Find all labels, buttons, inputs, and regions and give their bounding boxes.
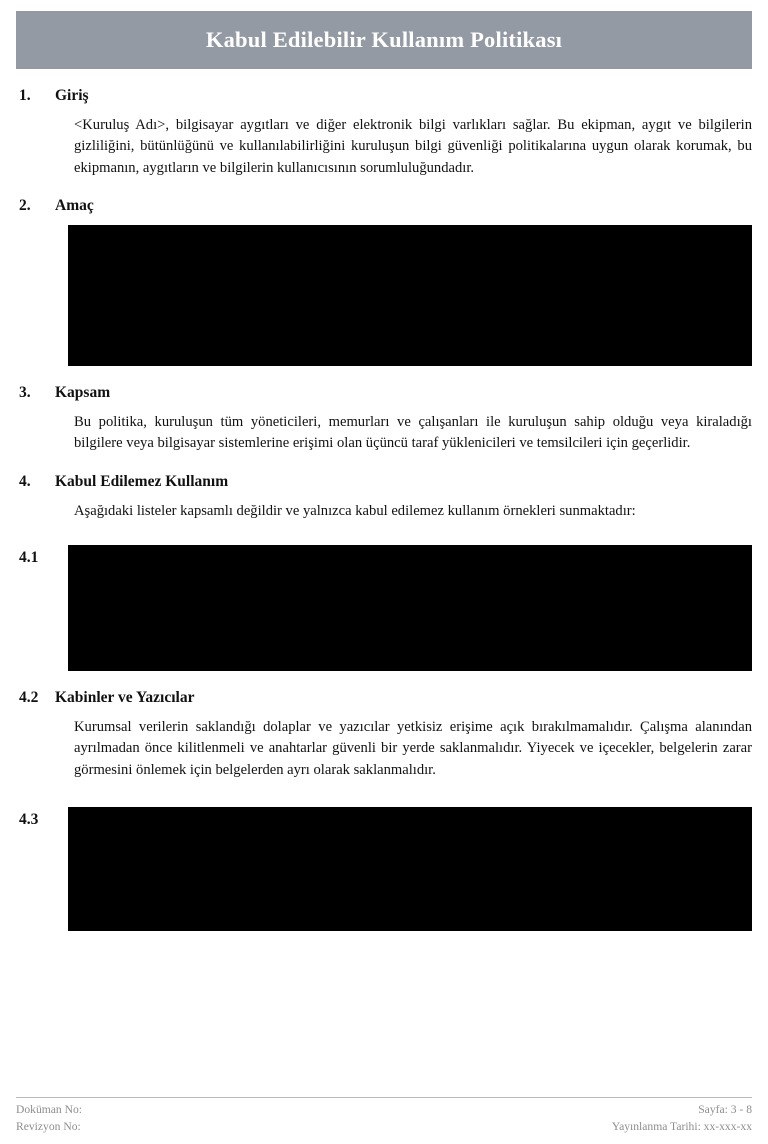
section-3-number: 3.	[19, 383, 31, 401]
subsection-4-3	[0, 807, 768, 931]
footer-document-no-label: Doküman No:	[16, 1103, 83, 1117]
document-body	[0, 86, 768, 931]
section-4	[0, 472, 768, 522]
spacer	[0, 366, 768, 383]
spacer	[0, 781, 768, 807]
subsection-4-2-body: Kurumsal verilerin saklandığı dolaplar ve yazıcılar yetkisiz erişime açık bırakılmamalıdır. Çalışma alanından ayrılmadan önce kilitlenmeli ve anahtarlar güvenli bir yerde saklanmalıdır. Yiyecek ve içecekler, belgelerin zarar görmesini önlemek için belgelerden ayrı olarak saklanmalıdır.	[74, 718, 752, 778]
redacted-block-subsection-4-1	[68, 545, 752, 671]
spacer	[0, 403, 768, 412]
subsection-4-2	[0, 688, 768, 781]
spacer	[0, 106, 768, 115]
footer-publish-date: Yayınlanma Tarihi: xx-xxx-xx	[611, 1120, 752, 1134]
footer-left	[16, 1102, 82, 1136]
section-2	[0, 196, 768, 366]
section-3-title: Kapsam	[55, 383, 111, 401]
subsection-4-3-number: 4.3	[19, 811, 39, 829]
section-1	[0, 86, 768, 179]
footer-revision-no-label: Revizyon No:	[16, 1120, 81, 1134]
section-2-number: 2.	[19, 197, 31, 215]
section-2-title: Amaç	[55, 197, 94, 215]
subsection-4-1-number: 4.1	[19, 548, 39, 566]
section-1-title: Giriş	[55, 87, 89, 104]
spacer	[0, 671, 768, 688]
subsection-4-2-number: 4.2	[19, 688, 39, 706]
section-1-heading	[0, 86, 768, 106]
footer-page-number: Sayfa: 3 - 8	[698, 1103, 752, 1117]
section-3-body: Bu politika, kuruluşun tüm yöneticileri, memurları ve çalışanları ile kuruluşun sahip olduğu veya kiraladığı bilgilere veya bilgisayar sistemlerine erişimi olan üçüncü taraf yüklenicileri ve temsilcileri için geçerlidir.	[74, 413, 752, 452]
document-title-banner	[16, 11, 752, 69]
section-4-body: Aşağıdaki listeler kapsamlı değildir ve yalnızca kabul edilemez kullanım örnekleri sunmaktadır:	[74, 502, 636, 519]
redacted-block-subsection-4-3	[68, 807, 752, 931]
subsection-4-2-heading	[0, 688, 768, 708]
spacer	[0, 492, 768, 501]
section-4-heading	[0, 472, 768, 492]
section-3	[0, 383, 768, 455]
spacer	[0, 455, 768, 472]
spacer	[0, 708, 768, 717]
section-3-heading	[0, 383, 768, 403]
redacted-block-section-2	[68, 225, 752, 366]
subsection-4-1	[0, 545, 768, 671]
spacer	[0, 179, 768, 196]
page-footer	[16, 1097, 752, 1136]
spacer	[0, 522, 768, 545]
footer-right	[612, 1102, 752, 1136]
page-title: Kabul Edilebilir Kullanım Politikası	[205, 26, 563, 52]
section-4-title: Kabul Edilemez Kullanım	[55, 472, 229, 490]
section-2-heading	[0, 196, 768, 216]
subsection-4-2-title: Kabinler ve Yazıcılar	[55, 688, 195, 706]
section-1-number: 1.	[19, 87, 31, 104]
section-4-number: 4.	[19, 472, 31, 490]
spacer	[0, 216, 768, 225]
section-1-body: <Kuruluş Adı>, bilgisayar aygıtları ve diğer elektronik bilgi varlıkları sağlar. Bu ekipman, aygıt ve bilgilerin gizliliğini, bütünlüğünü ve kullanılabilirliğini kuruluşun bilgi güvenliği politikalarına uygun olarak korumak, bu ekipmanın, aygıtların ve bilgilerin kullanıcısının sorumluluğundadır.	[74, 116, 752, 176]
